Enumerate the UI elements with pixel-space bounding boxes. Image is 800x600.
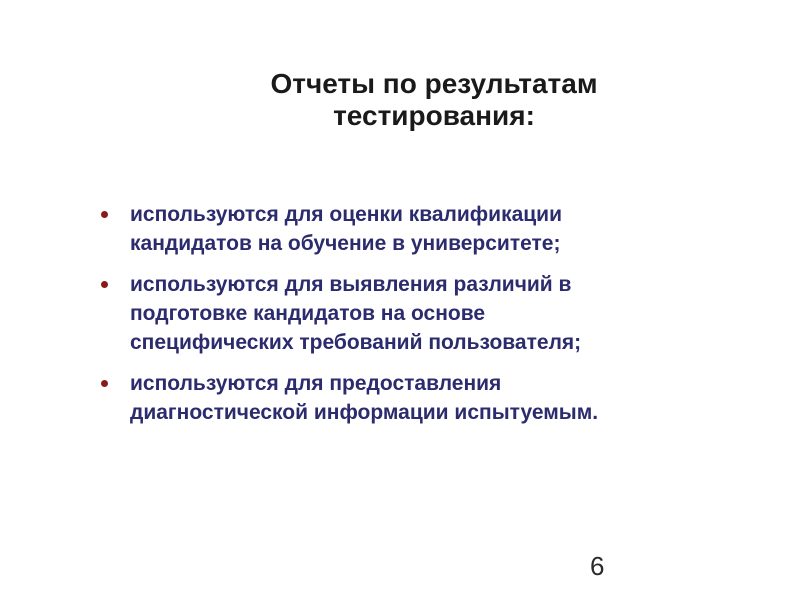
bullet-item-2-line-3: специфических требований пользователя; bbox=[130, 331, 582, 354]
slide-title-line-1: Отчеты по результатам bbox=[270, 68, 598, 99]
slide-title-line-2: тестирования: bbox=[333, 100, 535, 131]
bullet-item-3 bbox=[96, 369, 736, 427]
bullet-list bbox=[96, 200, 736, 439]
page-number: 6 bbox=[590, 551, 605, 581]
bullet-dot-icon bbox=[101, 380, 108, 387]
bullet-item-2-line-1: используются для выявления различий в bbox=[130, 273, 572, 296]
slide-title bbox=[234, 68, 634, 132]
bullet-item-1-line-2: кандидатов на обучение в университете; bbox=[130, 232, 561, 255]
bullet-dot-icon bbox=[101, 211, 108, 218]
bullet-item-1-line-1: используются для оценки квалификации bbox=[130, 203, 562, 226]
bullet-item-2 bbox=[96, 270, 736, 357]
bullet-item-2-line-2: подготовке кандидатов на основе bbox=[130, 302, 486, 325]
bullet-item-3-line-2: диагностической информации испытуемым. bbox=[130, 401, 599, 424]
bullet-dot-icon bbox=[101, 281, 108, 288]
bullet-item-3-line-1: используются для предоставления bbox=[130, 372, 502, 395]
bullet-item-1 bbox=[96, 200, 736, 258]
